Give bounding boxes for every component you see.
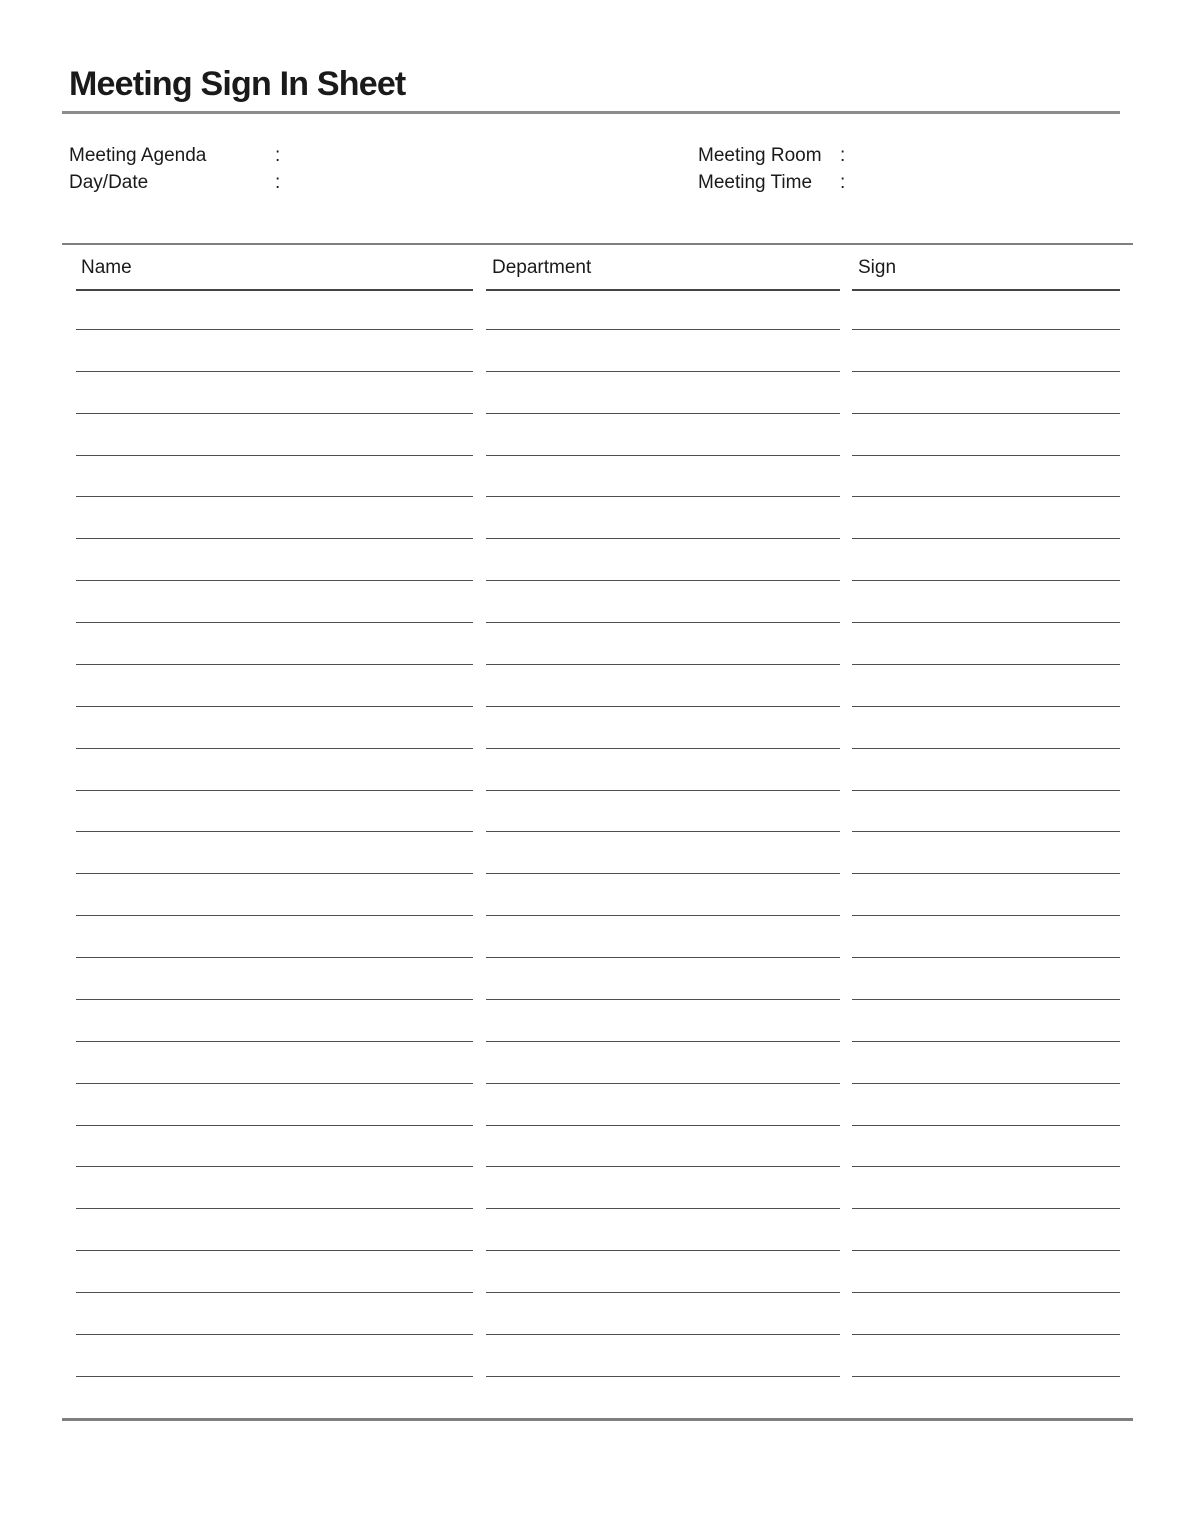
sign-in-row (0, 832, 1187, 874)
meeting-room-row (698, 144, 977, 167)
sign-in-row (0, 874, 1187, 916)
blank-rows-container (0, 288, 1187, 1377)
meeting-time-colon: : (840, 172, 846, 193)
sign-in-row (0, 1126, 1187, 1168)
sign-in-row (0, 1251, 1187, 1293)
sign-in-row (0, 1335, 1187, 1377)
sign-in-row (0, 958, 1187, 1000)
sign-in-row (0, 1293, 1187, 1335)
sign-in-row (0, 539, 1187, 581)
meeting-room-colon: : (840, 145, 846, 166)
sign-in-row (0, 1084, 1187, 1126)
meeting-agenda-label: Meeting Agenda (69, 145, 207, 166)
sign-in-row (0, 497, 1187, 539)
sign-in-row (0, 414, 1187, 456)
sign-in-row (0, 916, 1187, 958)
meeting-time-label: Meeting Time (698, 172, 813, 193)
sign-in-row (0, 623, 1187, 665)
sign-in-row (0, 288, 1187, 330)
table-top-border (62, 243, 1133, 245)
sign-in-row (0, 1167, 1187, 1209)
sign-in-row (0, 581, 1187, 623)
column-header-sign: Sign (858, 257, 897, 278)
title-underline (62, 111, 1120, 114)
meeting-agenda-row (69, 144, 412, 167)
page-title: Meeting Sign In Sheet (69, 65, 406, 103)
sign-in-row (0, 707, 1187, 749)
sign-in-row (0, 330, 1187, 372)
row-line-department (486, 1376, 840, 1377)
meeting-room-label: Meeting Room (698, 145, 822, 166)
sign-in-row (0, 749, 1187, 791)
sign-in-row (0, 791, 1187, 833)
row-line-name (76, 1376, 473, 1377)
meeting-time-row (698, 171, 977, 194)
day-date-colon: : (275, 172, 281, 193)
sign-in-row (0, 1042, 1187, 1084)
column-header-name: Name (81, 257, 132, 278)
day-date-label: Day/Date (69, 172, 149, 193)
row-line-sign (852, 1376, 1120, 1377)
sign-in-row (0, 1209, 1187, 1251)
table-bottom-border (62, 1418, 1133, 1421)
sign-in-row (0, 665, 1187, 707)
column-header-department: Department (492, 257, 592, 278)
sign-in-row (0, 372, 1187, 414)
sign-in-row (0, 456, 1187, 498)
meeting-agenda-colon: : (275, 145, 281, 166)
day-date-row (69, 171, 412, 194)
sign-in-row (0, 1000, 1187, 1042)
